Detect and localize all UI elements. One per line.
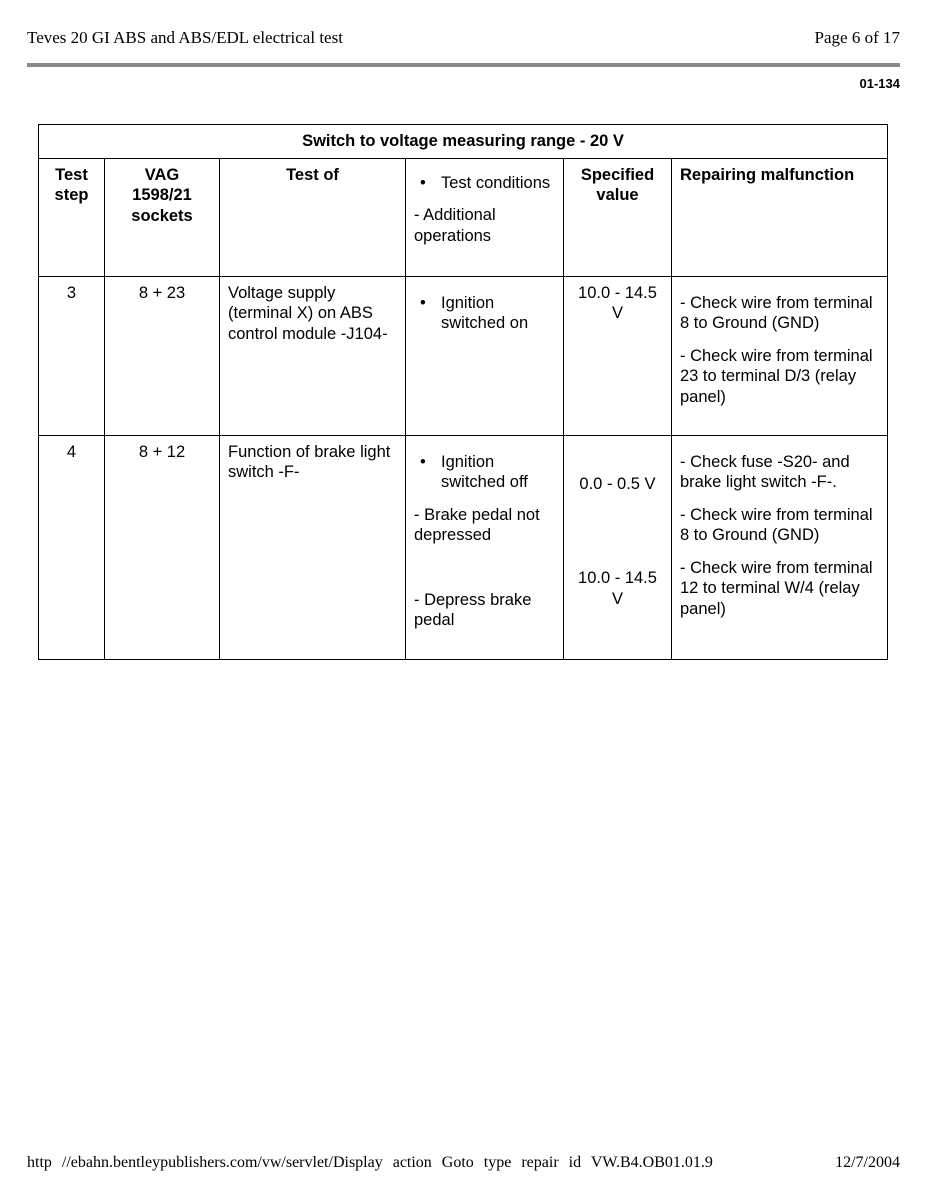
row-condition-text: - Brake pedal not depressed (414, 505, 540, 544)
repair-step: - Check wire from terminal 8 to Ground (GND) (680, 505, 873, 544)
list-item (414, 452, 555, 493)
column-header-row (39, 158, 888, 276)
row-test-of: Voltage supply (terminal X) on ABS control module -J104- (220, 276, 406, 435)
range-title: Switch to voltage measuring range - 20 V (39, 125, 888, 159)
repair-step: - Check fuse -S20- and brake light switch -F-. (680, 452, 850, 491)
header-test-step: Test step (39, 158, 105, 276)
row-condition-text: - Depress brake pedal (414, 590, 532, 629)
footer-url: http //ebahn.bentleypublishers.com/vw/servlet/Display action Goto type repair id VW.B4.OB01.01.9 (27, 1154, 713, 1171)
bullet-icon: • (420, 452, 426, 471)
row-conditions (406, 276, 564, 435)
list-item (414, 293, 555, 334)
header-test-of: Test of (220, 158, 406, 276)
row-specified-value: 10.0 - 14.5 V (564, 276, 672, 435)
header-sockets: VAG 1598/21 sockets (105, 158, 220, 276)
row-test-of: Function of brake light switch -F- (220, 435, 406, 659)
list-item (414, 173, 555, 194)
header-conditions-bullet: Test conditions (441, 173, 551, 192)
row-sockets: 8 + 12 (105, 435, 220, 659)
header-divider (27, 63, 900, 67)
header-specified-value: Specified value (564, 158, 672, 276)
repair-step: - Check wire from terminal 23 to terminal D/3 (relay panel) (680, 346, 873, 406)
row-specified-value (564, 435, 672, 659)
header-conditions (406, 158, 564, 276)
bullet-icon: • (420, 173, 426, 192)
row-test-step: 3 (39, 276, 105, 435)
row-condition-bullet: Ignition switched off (441, 452, 528, 491)
page-number: Page 6 of 17 (814, 28, 900, 47)
specified-value-2: 10.0 - 14.5 V (578, 569, 657, 608)
specified-value-1: 0.0 - 0.5 V (579, 474, 656, 493)
footer-date: 12/7/2004 (835, 1154, 900, 1171)
row-repair (672, 435, 888, 659)
header-conditions-extra: - Additional operations (414, 206, 496, 245)
electrical-test-table (38, 124, 888, 660)
document-code: 01-134 (859, 76, 900, 91)
repair-step: - Check wire from terminal 12 to terminal W/4 (relay panel) (680, 558, 873, 618)
row-condition-bullet: Ignition switched on (441, 293, 529, 332)
row-sockets: 8 + 23 (105, 276, 220, 435)
table-row (39, 276, 888, 435)
header-repairing-malfunction: Repairing malfunction (672, 158, 888, 276)
table-title-row (39, 125, 888, 159)
document-title: Teves 20 GI ABS and ABS/EDL electrical test (27, 28, 343, 47)
repair-step: - Check wire from terminal 8 to Ground (GND) (680, 293, 873, 332)
table-row (39, 435, 888, 659)
row-repair (672, 276, 888, 435)
row-conditions (406, 435, 564, 659)
row-test-step: 4 (39, 435, 105, 659)
bullet-icon: • (420, 293, 426, 312)
